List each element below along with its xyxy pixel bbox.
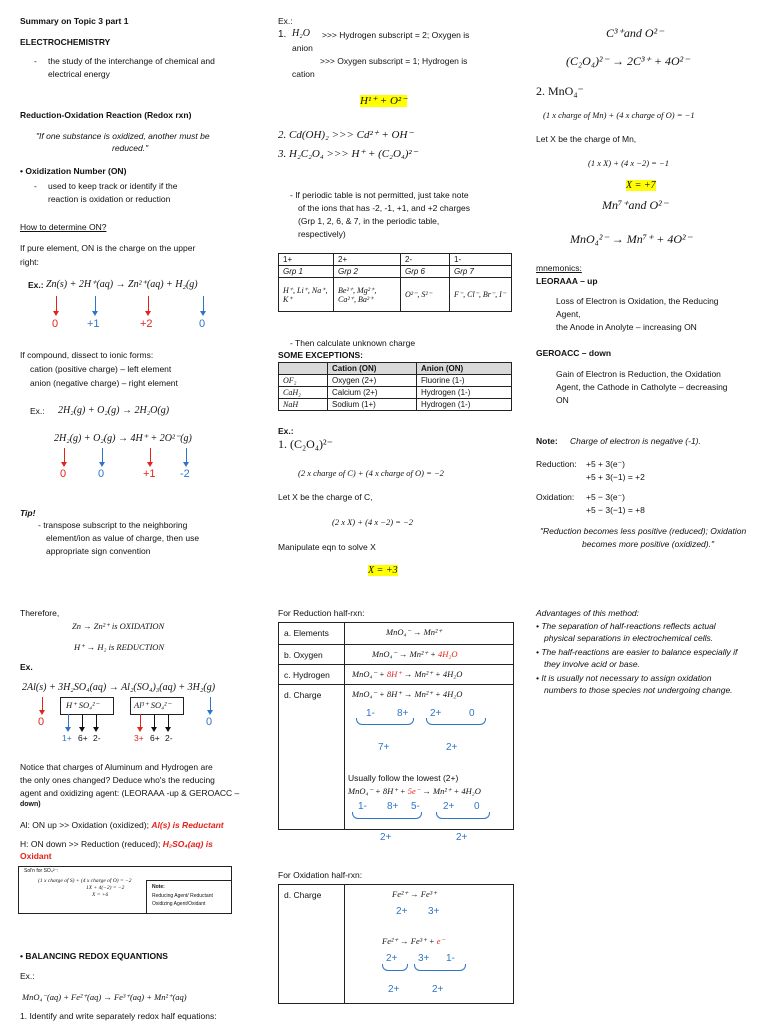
charge-sum: 2+ — [446, 742, 458, 753]
item1-note-c: >>> Oxygen subscript = 1; Hydrogen is — [320, 56, 468, 66]
fe-equation-2 — [382, 936, 445, 947]
notice-1: Notice that charges of Aluminum and Hydrogen are — [20, 762, 213, 772]
on-heading: • Oxidization Number (ON) — [20, 166, 127, 176]
table-row — [279, 375, 512, 387]
al-result — [20, 820, 224, 830]
row-equation: MnO₄⁻ → Mn²⁺ — [386, 627, 443, 637]
summary-title: Summary on Topic 3 part 1 — [20, 16, 129, 26]
dash: - — [34, 56, 37, 66]
pure-text-1: If pure element, ON is the charge on the upper — [20, 243, 196, 253]
ex2-equation-2: (2 x X) + (4 x −2) = −2 — [332, 517, 414, 527]
electrochem-def-1: the study of the interchange of chemical and — [48, 56, 215, 66]
row-eq-red: 8H⁺ — [386, 669, 402, 679]
note-text: Charge of electron is negative (-1). — [570, 436, 701, 446]
oxidation-label: Oxidation: — [536, 492, 575, 502]
item2-mno4: 2. MnO₄⁻ — [536, 84, 584, 98]
advantage-2a: • The half-reactions are easier to balance especially if — [536, 647, 738, 657]
table-cell: H⁺, Li⁺, Na⁺, K⁺ — [279, 278, 334, 312]
charge-value: 2+ — [386, 953, 398, 964]
mnemonics-heading: mnemonics: — [536, 263, 582, 273]
row-label: b. Oxygen — [284, 650, 323, 660]
tip-text-1-content: transpose subscript to the neighboring — [43, 520, 188, 530]
ger-heading: GEROACC – down — [536, 348, 612, 358]
answer-hl: X = +7 — [626, 180, 656, 191]
notice-2: the only ones changed? Deduce who's the reducing — [20, 775, 215, 785]
groups-table — [278, 253, 512, 312]
table-row — [279, 387, 512, 399]
then-calc: - Then calculate unknown charge — [290, 338, 416, 348]
charge-value: 8+ — [397, 708, 409, 719]
table-cell: Grp 2 — [334, 266, 401, 278]
pt-note-3: (Grp 1, 2, 6, & 7, in the periodic table, — [298, 216, 440, 226]
on-heading-text: Oxidization Number (ON) — [25, 166, 127, 176]
ex1-equation: Zn(s) + 2H⁺(aq) → Zn²⁺(aq) + H₂(g) — [46, 279, 198, 290]
charge-sum: 2+ — [380, 832, 392, 843]
h-result — [20, 839, 213, 849]
table-cell: Be²⁺, Mg²⁺, Ca²⁺, Ba²⁺ — [334, 278, 401, 312]
tip-label: Tip! — [20, 508, 36, 518]
brace — [356, 718, 414, 725]
item1-num: 1. — [278, 29, 287, 40]
advantages-title: Advantages of this method: — [536, 608, 640, 618]
ger-line-2: Agent, the Cathode in Catholyte – decreasing — [556, 382, 728, 392]
ex-label: Ex.: — [28, 280, 44, 290]
note-line-2: Oxidizing Agent/Oxidant — [152, 901, 206, 907]
charge-value: 3+ — [428, 906, 440, 917]
compound-text-2: cation (positive charge) – left element — [30, 364, 172, 374]
arrow-blue — [95, 296, 96, 312]
item1-note-b: anion — [292, 43, 313, 53]
arrow-red — [140, 714, 141, 728]
leo-line-3: the Anode in Anolyte – increasing ON — [556, 322, 697, 332]
step-1: 1. Identify and write separately redox half equations: — [20, 1011, 217, 1021]
table-cell: Oxygen (2+) — [328, 375, 417, 387]
on-value: +1 — [87, 318, 100, 330]
eq-tail: → Mn²⁺ + 4H₂O — [420, 786, 481, 796]
advantage-1b: physical separations in electrochemical cells. — [544, 633, 714, 643]
col-divider — [344, 622, 345, 830]
charge-value: 8+ — [387, 801, 399, 812]
row-divider — [278, 684, 514, 685]
brace — [426, 718, 486, 725]
charge-sum: 2+ — [456, 832, 468, 843]
on-value: 0 — [38, 716, 45, 728]
table-cell: 1+ — [279, 254, 334, 266]
notice-4: down) — [20, 801, 41, 808]
mn-equation: (1 x charge of Mn) + (4 x charge of O) = −1 — [543, 110, 695, 120]
on-value: 3+ — [134, 733, 144, 743]
row-label: a. Elements — [284, 628, 329, 638]
table-cell: CaH₂ — [279, 387, 328, 399]
on-value: 1+ — [62, 733, 72, 743]
table-row — [279, 363, 512, 375]
exceptions-heading: SOME EXCEPTIONS: — [278, 350, 364, 360]
on-value: +2 — [140, 318, 153, 330]
reduction-line-2: +5 + 3(−1) = +2 — [586, 472, 645, 482]
arrow-blue — [102, 448, 103, 463]
brace — [352, 812, 422, 819]
leo-heading: LEORAAA – up — [536, 276, 598, 286]
charge-sum: 2+ — [432, 984, 444, 995]
on-value: 0 — [199, 318, 206, 330]
row-eq-text: MnO₄⁻ + — [352, 669, 387, 679]
row-divider — [278, 644, 514, 645]
pt-note-4: respectively) — [298, 229, 346, 239]
manip-text: Manipulate eqn to solve X — [278, 542, 376, 552]
charge-value: 1- — [446, 953, 455, 964]
redox-heading: Reduction-Oxidation Reaction (Redox rxn) — [20, 110, 192, 120]
charge-value: 3+ — [418, 953, 430, 964]
item1-formula: H₂O — [292, 28, 310, 39]
table-cell: Fluorine (1-) — [417, 375, 512, 387]
mn-equation-3: MnO₄²⁻ → Mn⁷⁺ + 4O²⁻ — [570, 232, 692, 246]
table-row — [279, 399, 512, 411]
arrow-red — [42, 697, 43, 711]
al2so4-ions: Al³⁺ SO₄²⁻ — [134, 700, 172, 710]
ex2-item: 1. (C₂O₄)²⁻ — [278, 437, 333, 451]
answer-mn — [626, 180, 656, 191]
charge-value: 2+ — [430, 708, 442, 719]
leo-line-2: Agent, — [556, 309, 581, 319]
table-cell: O²⁻, S²⁻ — [401, 278, 450, 312]
item1-ions — [360, 94, 407, 107]
electrochem-heading: ELECTROCHEMISTRY — [20, 37, 111, 47]
h2so4-ions: H⁺ SO₄²⁻ — [66, 700, 100, 710]
al-equation: 2Al(s) + 3H₂SO₄(aq) → Al₂(SO₄)₃(aq) + 3H₂(g) — [22, 682, 216, 693]
oxidation-line-1: +5 − 3(e⁻) — [586, 492, 625, 502]
table-cell: Hydrogen (1-) — [417, 387, 512, 399]
ex-label: Ex.: — [278, 16, 293, 26]
item1-note-a: >>> Hydrogen subscript = 2; Oxygen is — [322, 30, 470, 40]
advantage-1a: • The separation of half-reactions reflects actual — [536, 621, 716, 631]
on-value: 2- — [93, 733, 101, 743]
table-row — [279, 266, 512, 278]
letx-text: Let X be the charge of C, — [278, 492, 373, 502]
soln-line-1: (1 x charge of S) + (4 x charge of O) = −2 — [38, 878, 132, 884]
note-line-1: Reducing Agent/ Reductant — [152, 893, 213, 899]
fe-eq-red: e⁻ — [436, 936, 446, 946]
ion-hl: H¹⁺ + O²⁻ — [360, 95, 408, 107]
arrow-black — [96, 714, 97, 728]
letx-mn: Let X be the charge of Mn, — [536, 134, 637, 144]
al-reductant: Al(s) is Reductant — [151, 820, 224, 830]
ex-label: Ex.: — [20, 971, 35, 981]
answer-c — [368, 565, 398, 576]
row-eq-text: MnO₄⁻ → Mn²⁺ + — [372, 649, 439, 659]
table-cell: Grp 7 — [450, 266, 512, 278]
ex2-equation: (2 x charge of C) + (4 x charge of O) = −2 — [298, 468, 444, 478]
col-divider — [344, 884, 345, 1004]
row-label: c. Hydrogen — [284, 670, 330, 680]
usually-text: Usually follow the lowest (2+) — [348, 773, 459, 783]
oxidation-half-title: For Oxidation half-rxn: — [278, 870, 363, 880]
arrow-red — [148, 296, 149, 312]
soln-title: Sol'n for SO₄²⁻: — [24, 868, 59, 874]
table-cell — [279, 363, 328, 375]
on-value: 0 — [60, 468, 67, 480]
ex2-equation: 2H₂(g) + O₂(g) → 2H₂O(g) — [58, 405, 170, 416]
soln-line-2: 1X + 4(−2) = −2 — [86, 885, 125, 891]
arrow-black — [154, 714, 155, 728]
fe-equation: Fe²⁺ → Fe³⁺ — [392, 889, 437, 899]
on-value: 0 — [98, 468, 105, 480]
ger-line-3: ON — [556, 395, 569, 405]
row-eq-tail: → Mn²⁺ + 4H₂O — [401, 669, 463, 679]
table-cell: Hydrogen (1-) — [417, 399, 512, 411]
table-cell: Grp 1 — [279, 266, 334, 278]
reduction-half-title: For Reduction half-rxn: — [278, 608, 365, 618]
table-cell: Sodium (1+) — [328, 399, 417, 411]
h-result-text: H: ON down >> Reduction (reduced); — [20, 839, 161, 849]
arrow-red — [64, 448, 65, 463]
electrochem-def-2: electrical energy — [48, 69, 110, 79]
oxidation-line-2: +5 − 3(−1) = +8 — [586, 505, 645, 515]
on-value: 6+ — [150, 733, 160, 743]
on-value: 0 — [206, 716, 213, 728]
charge-value: 1- — [358, 801, 367, 812]
on-value: 6+ — [78, 733, 88, 743]
quote-line-1: "Reduction becomes less positive (reduced); Oxidation — [540, 526, 747, 536]
table-cell: Cation (ON) — [328, 363, 417, 375]
arrow-black — [168, 714, 169, 728]
row-divider — [278, 664, 514, 665]
quote-line-2: becomes more positive (oxidized)." — [582, 539, 714, 549]
table-cell: NaH — [279, 399, 328, 411]
arrow-blue — [68, 714, 69, 728]
tip-text-3: appropriate sign convention — [46, 546, 151, 556]
tip-text-1: - transpose subscript to the neighboring — [38, 520, 188, 530]
how-heading: How to determine ON? — [20, 222, 107, 232]
redox-quote-1: "If one substance is oxidized, another must be — [36, 131, 210, 141]
mn-equation-2: (1 x X) + (4 x −2) = −1 — [588, 158, 670, 168]
note-title: Note: — [152, 884, 165, 890]
charge-value: 5- — [411, 801, 420, 812]
arrow-blue — [186, 448, 187, 463]
charge-sum: 7+ — [378, 742, 390, 753]
h-oxidant-2: Oxidant — [20, 851, 52, 861]
advantage-3b: numbers to those species not undergoing change. — [544, 685, 733, 695]
charge-value: 0 — [469, 708, 475, 719]
table-cell: Calcium (2+) — [328, 387, 417, 399]
charge-value: 0 — [474, 801, 480, 812]
ex2-label: Ex.: — [30, 406, 45, 416]
al-result-text: Al: ON up >> Oxidation (oxidized); — [20, 820, 149, 830]
advantage-3a: • It is usually not necessary to assign oxidation — [536, 673, 712, 683]
exceptions-table — [278, 362, 512, 411]
table-row — [279, 254, 512, 266]
ex2-equation-b: 2H₂(g) + O₂(g) → 4H⁺ + 2O²⁻(g) — [54, 433, 192, 444]
balancing-heading: • BALANCING REDOX EQUANTIONS — [20, 951, 168, 961]
electron-equation — [348, 786, 481, 797]
advantage-2b: they involve acid or base. — [544, 659, 640, 669]
row-label: d. Charge — [284, 690, 322, 700]
notice-3: agent and oxidizing agent: (LEORAAA -up & GEROACC – — [20, 788, 240, 798]
brace — [414, 964, 466, 971]
on-value: +1 — [143, 468, 156, 480]
compound-text-3: anion (negative charge) – right element — [30, 378, 178, 388]
arrow-blue — [210, 697, 211, 711]
compound-text-1: If compound, dissect to ionic forms: — [20, 350, 154, 360]
row-equation — [372, 649, 458, 660]
leo-line-1: Loss of Electron is Oxidation, the Reducing — [556, 296, 719, 306]
on-value: -2 — [180, 468, 190, 480]
table-cell: OF₂ — [279, 375, 328, 387]
row-label: d. Charge — [284, 890, 322, 900]
table-cell: 2- — [401, 254, 450, 266]
therefore-text: Therefore, — [20, 608, 60, 618]
ex-label: Ex. — [20, 662, 33, 672]
eq-text: MnO₄⁻ + 8H⁺ + — [348, 786, 408, 796]
soln-line-3: X = +6 — [92, 892, 109, 898]
h-oxidant: H₂SO₄(aq) is — [162, 839, 213, 849]
ex2-label: Ex.: — [278, 426, 294, 436]
on-def-2: reaction is oxidation or reduction — [48, 194, 171, 204]
row-eq-red: 4H₂O — [438, 649, 458, 659]
charge-sum: 2+ — [388, 984, 400, 995]
item3-line: 3. H₂C₂O₄ >>> H⁺ + (C₂O₄)²⁻ — [278, 148, 418, 160]
table-cell: 1- — [450, 254, 512, 266]
tip-text-2: element/ion as value of charge, then use — [46, 533, 200, 543]
mn-ions: Mn⁷⁺and O²⁻ — [602, 198, 669, 212]
redox-quote-2: reduced." — [112, 143, 149, 153]
charge-value: 2+ — [396, 906, 408, 917]
row-equation: MnO₄⁻ + 8H⁺ → Mn²⁺ + 4H₂O — [352, 689, 463, 699]
brace — [436, 812, 490, 819]
reduction-label: Reduction: — [536, 459, 577, 469]
c-ions: C³⁺and O²⁻ — [606, 26, 664, 40]
pt-note-2: of the ions that has -2, -1, +1, and +2 charges — [298, 203, 471, 213]
arrow-red — [150, 448, 151, 463]
on-value: 2- — [165, 733, 173, 743]
ger-line-1: Gain of Electron is Reduction, the Oxidation — [556, 369, 721, 379]
arrow-red — [56, 296, 57, 312]
item1-note-d: cation — [292, 69, 315, 79]
eq-red: 5e⁻ — [407, 786, 421, 796]
on-def-1: used to keep track or identify if the — [48, 181, 178, 191]
arrow-blue — [203, 296, 204, 312]
fe-eq-text: Fe²⁺ → Fe³⁺ + — [382, 936, 437, 946]
charge-value: 2+ — [443, 801, 455, 812]
arrow-black — [82, 714, 83, 728]
table-cell: Anion (ON) — [417, 363, 512, 375]
table-cell: Grp 6 — [401, 266, 450, 278]
table-row — [279, 278, 512, 312]
charge-value: 1- — [366, 708, 375, 719]
reduction-line-1: +5 + 3(e⁻) — [586, 459, 625, 469]
answer-hl: X = +3 — [368, 565, 398, 576]
pt-note-1: - If periodic table is not permitted, just take note — [290, 190, 469, 200]
note-label: Note: — [536, 436, 558, 446]
brace — [382, 964, 408, 971]
c-equation: (C₂O₄)²⁻ → 2C³⁺ + 4O²⁻ — [566, 54, 690, 68]
on-value: 0 — [52, 318, 59, 330]
pure-text-2: right: — [20, 257, 39, 267]
balance-equation: MnO₄⁻(aq) + Fe²⁺(aq) → Fe³⁺(aq) + Mn²⁺(aq) — [22, 992, 187, 1002]
table-cell: F⁻, Cl⁻, Br⁻, I⁻ — [450, 278, 512, 312]
row-equation — [352, 669, 462, 680]
h-reduction: H⁺ → H₂ is REDUCTION — [74, 642, 165, 652]
item2-line: 2. Cd(OH)₂ >>> Cd²⁺ + OH⁻ — [278, 129, 414, 141]
zn-oxidation: Zn → Zn²⁺ is OXIDATION — [72, 621, 165, 631]
dash: - — [34, 181, 37, 191]
table-cell: 2+ — [334, 254, 401, 266]
